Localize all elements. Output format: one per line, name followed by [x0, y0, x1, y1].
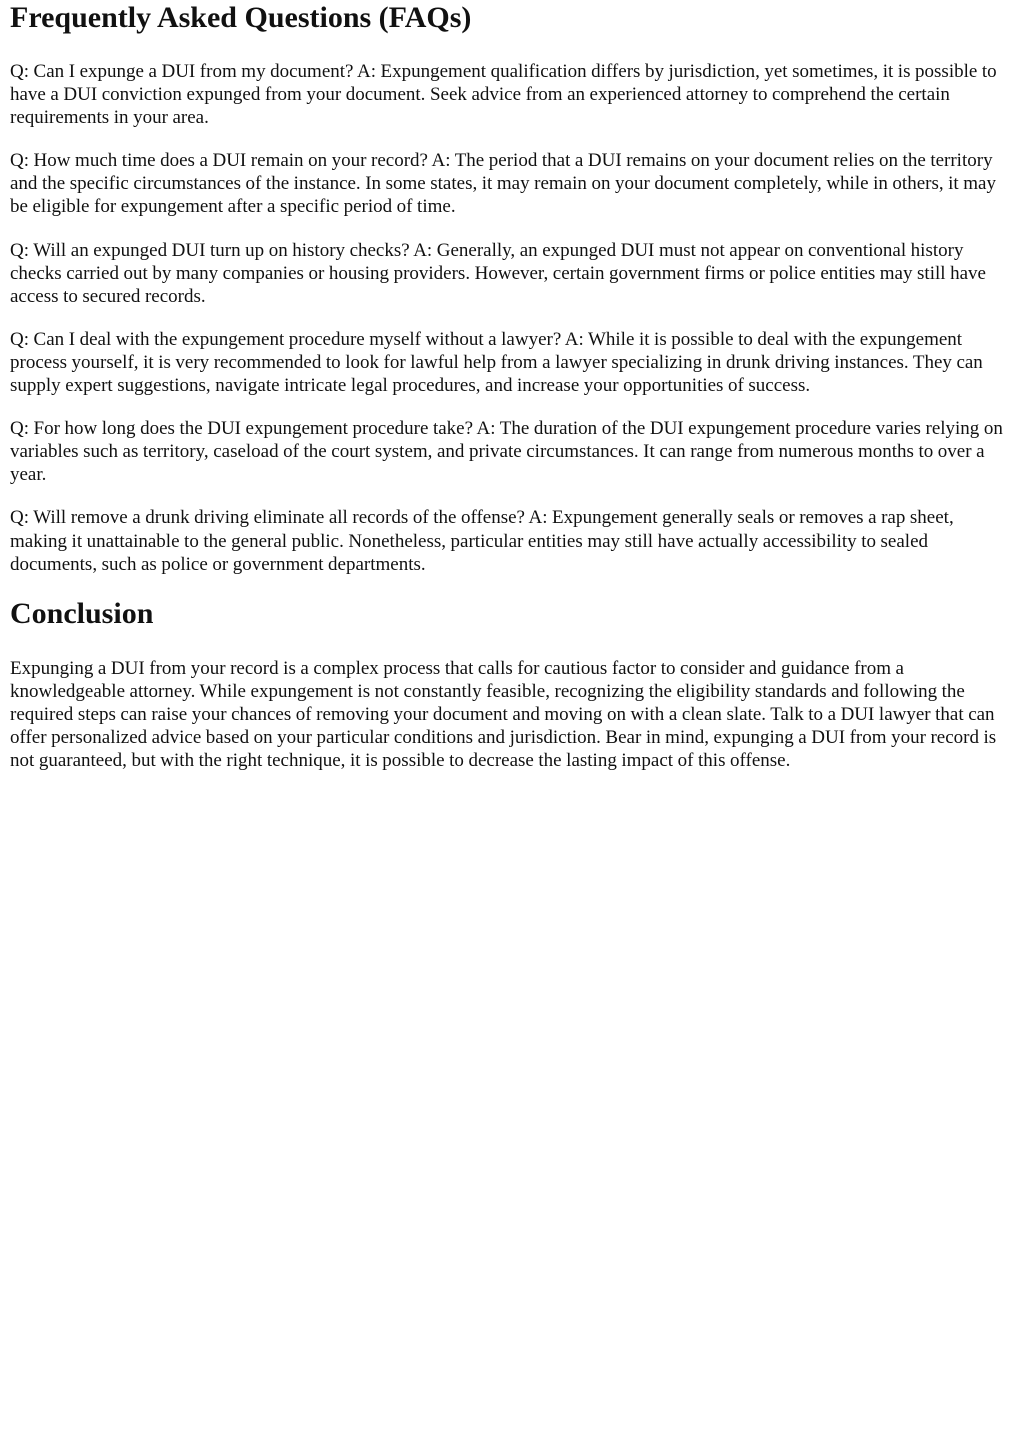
conclusion-paragraph: Expunging a DUI from your record is a complex process that calls for cautious factor to consider and guidance from a knowledgeable attorney. While expungement is not constantly feasible, recognizing the eligibility standards and following the required steps can raise your chances of removing your document and moving on with a clean slate. Talk to a DUI lawyer that can offer personalized advice based on your particular conditions and jurisdiction. Bear in mind, expunging a DUI from your record is not guaranteed, but with the right technique, it is possible to decrease the lasting impact of this offense. [10, 657, 997, 772]
faq-item: Q: Can I expunge a DUI from my document? A: Expungement qualification differs by jurisdiction, yet sometimes, it is possible to have a DUI conviction expunged from your document. Seek advice from an experienced attorney to comprehend the certain requirements in your area. [10, 61, 997, 129]
faq-item: Q: Will remove a drunk driving eliminate all records of the offense? A: Expungement generally seals or removes a rap sheet, making it unattainable to the general public. Nonetheless, particular entities may still have actually accessibility to sealed documents, such as police or government departments. [10, 507, 954, 575]
faq-item: Q: How much time does a DUI remain on your record? A: The period that a DUI remains on your document relies on the territory and the specific circumstances of the instance. In some states, it may remain on your document completely, while in others, it may be eligible for expungement after a specific period of time. [10, 150, 996, 218]
faq-heading: Frequently Asked Questions (FAQs) [10, 1, 472, 34]
faq-item: Q: For how long does the DUI expungement procedure take? A: The duration of the DUI expungement procedure varies relying on variables such as territory, caseload of the court system, and private circumstances. It can range from numerous months to over a year. [10, 418, 1003, 486]
faq-item: Q: Can I deal with the expungement procedure myself without a lawyer? A: While it is possible to deal with the expungement process yourself, it is very recommended to look for lawful help from a lawyer specializing in drunk driving instances. They can supply expert suggestions, navigate intricate legal procedures, and increase your opportunities of success. [10, 328, 983, 397]
conclusion-heading: Conclusion [10, 596, 154, 630]
faq-item: Q: Will an expunged DUI turn up on history checks? A: Generally, an expunged DUI must not appear on conventional history checks carried out by many companies or housing providers. However, certain government firms or police entities may still have access to secured records. [10, 239, 986, 307]
